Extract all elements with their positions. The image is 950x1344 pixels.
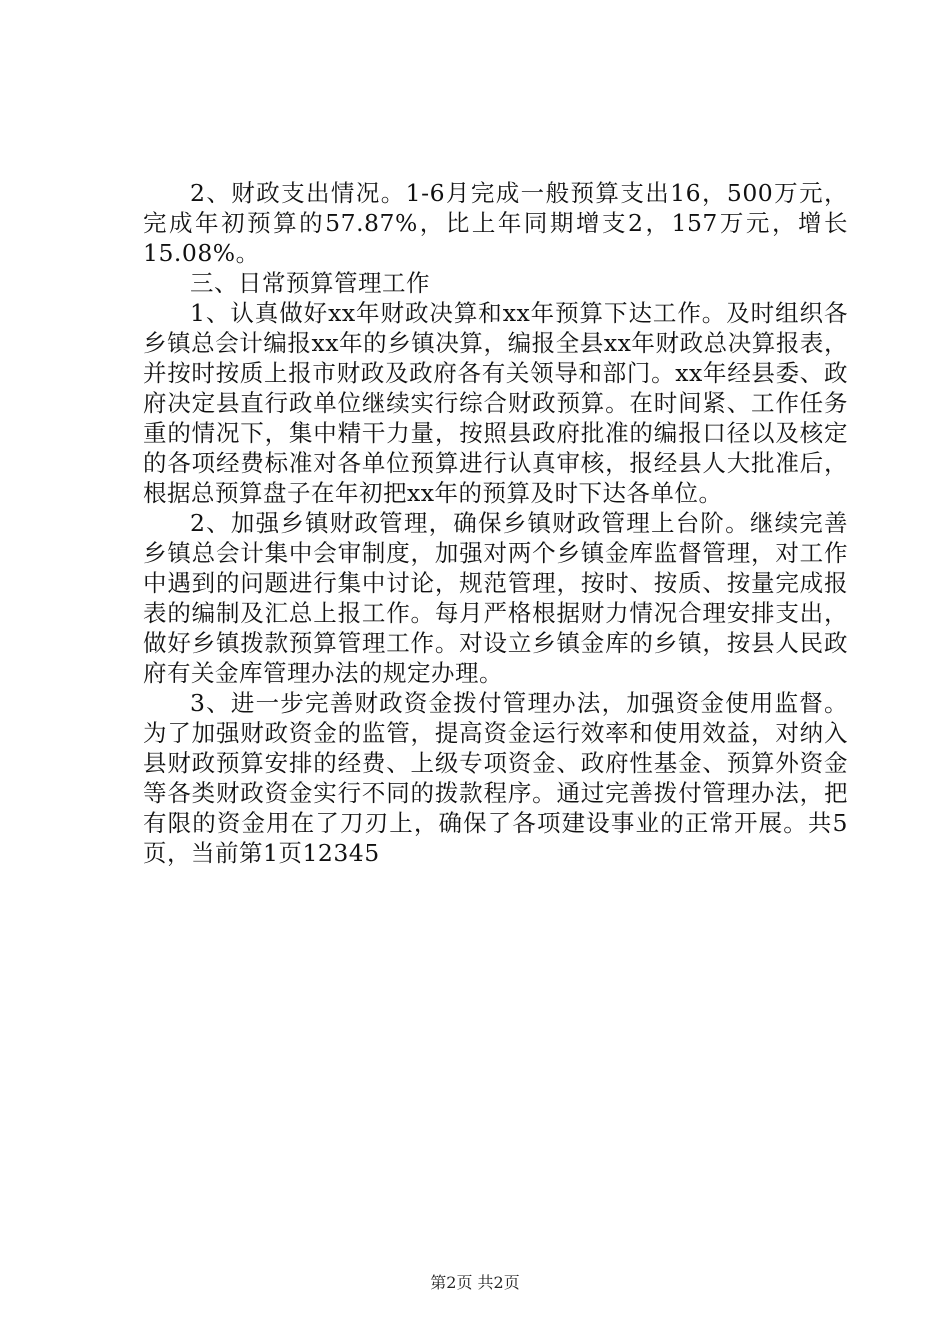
section-heading: 三、日常预算管理工作 xyxy=(190,269,430,297)
page-footer: 第2页 共2页 xyxy=(430,1273,520,1292)
paragraph-item-3: 3、进一步完善财政资金拨付管理办法，加强资金使用监督。为了加强财政资金的监管，提高资金运行效率和使用效益，对纳入县财政预算安排的经费、上级专项资金、政府性基金、预算外资金等各类财政资金实行不同的拨款程序。通过完善拨付管理办法，把有限的资金用在了刀刃上，确保了各项建设事业的正常开展。共5页，当前第1页12345 xyxy=(143,689,848,867)
document-body xyxy=(143,178,848,868)
paragraph-expenditure: 2、财政支出情况。1-6月完成一般预算支出16，500万元，完成年初预算的57.87%，比上年同期增支2，157万元，增长15.08%。 xyxy=(143,179,848,267)
paragraph-item-1: 1、认真做好xx年财政决算和xx年预算下达工作。及时组织各乡镇总会计编报xx年的乡镇决算，编报全县xx年财政总决算报表，并按时按质上报市财政及政府各有关领导和部门。xx年经县委、政府决定县直行政单位继续实行综合财政预算。在时间紧、工作任务重的情况下，集中精干力量，按照县政府批准的编报口径以及核定的各项经费标准对各单位预算进行认真审核，报经县人大批准后，根据总预算盘子在年初把xx年的预算及时下达各单位。 xyxy=(143,299,848,507)
paragraph-item-2: 2、加强乡镇财政管理，确保乡镇财政管理上台阶。继续完善乡镇总会计集中会审制度，加强对两个乡镇金库监督管理，对工作中遇到的问题进行集中讨论，规范管理，按时、按质、按量完成报表的编制及汇总上报工作。每月严格根据财力情况合理安排支出，做好乡镇拨款预算管理工作。对设立乡镇金库的乡镇，按县人民政府有关金库管理办法的规定办理。 xyxy=(143,509,848,687)
